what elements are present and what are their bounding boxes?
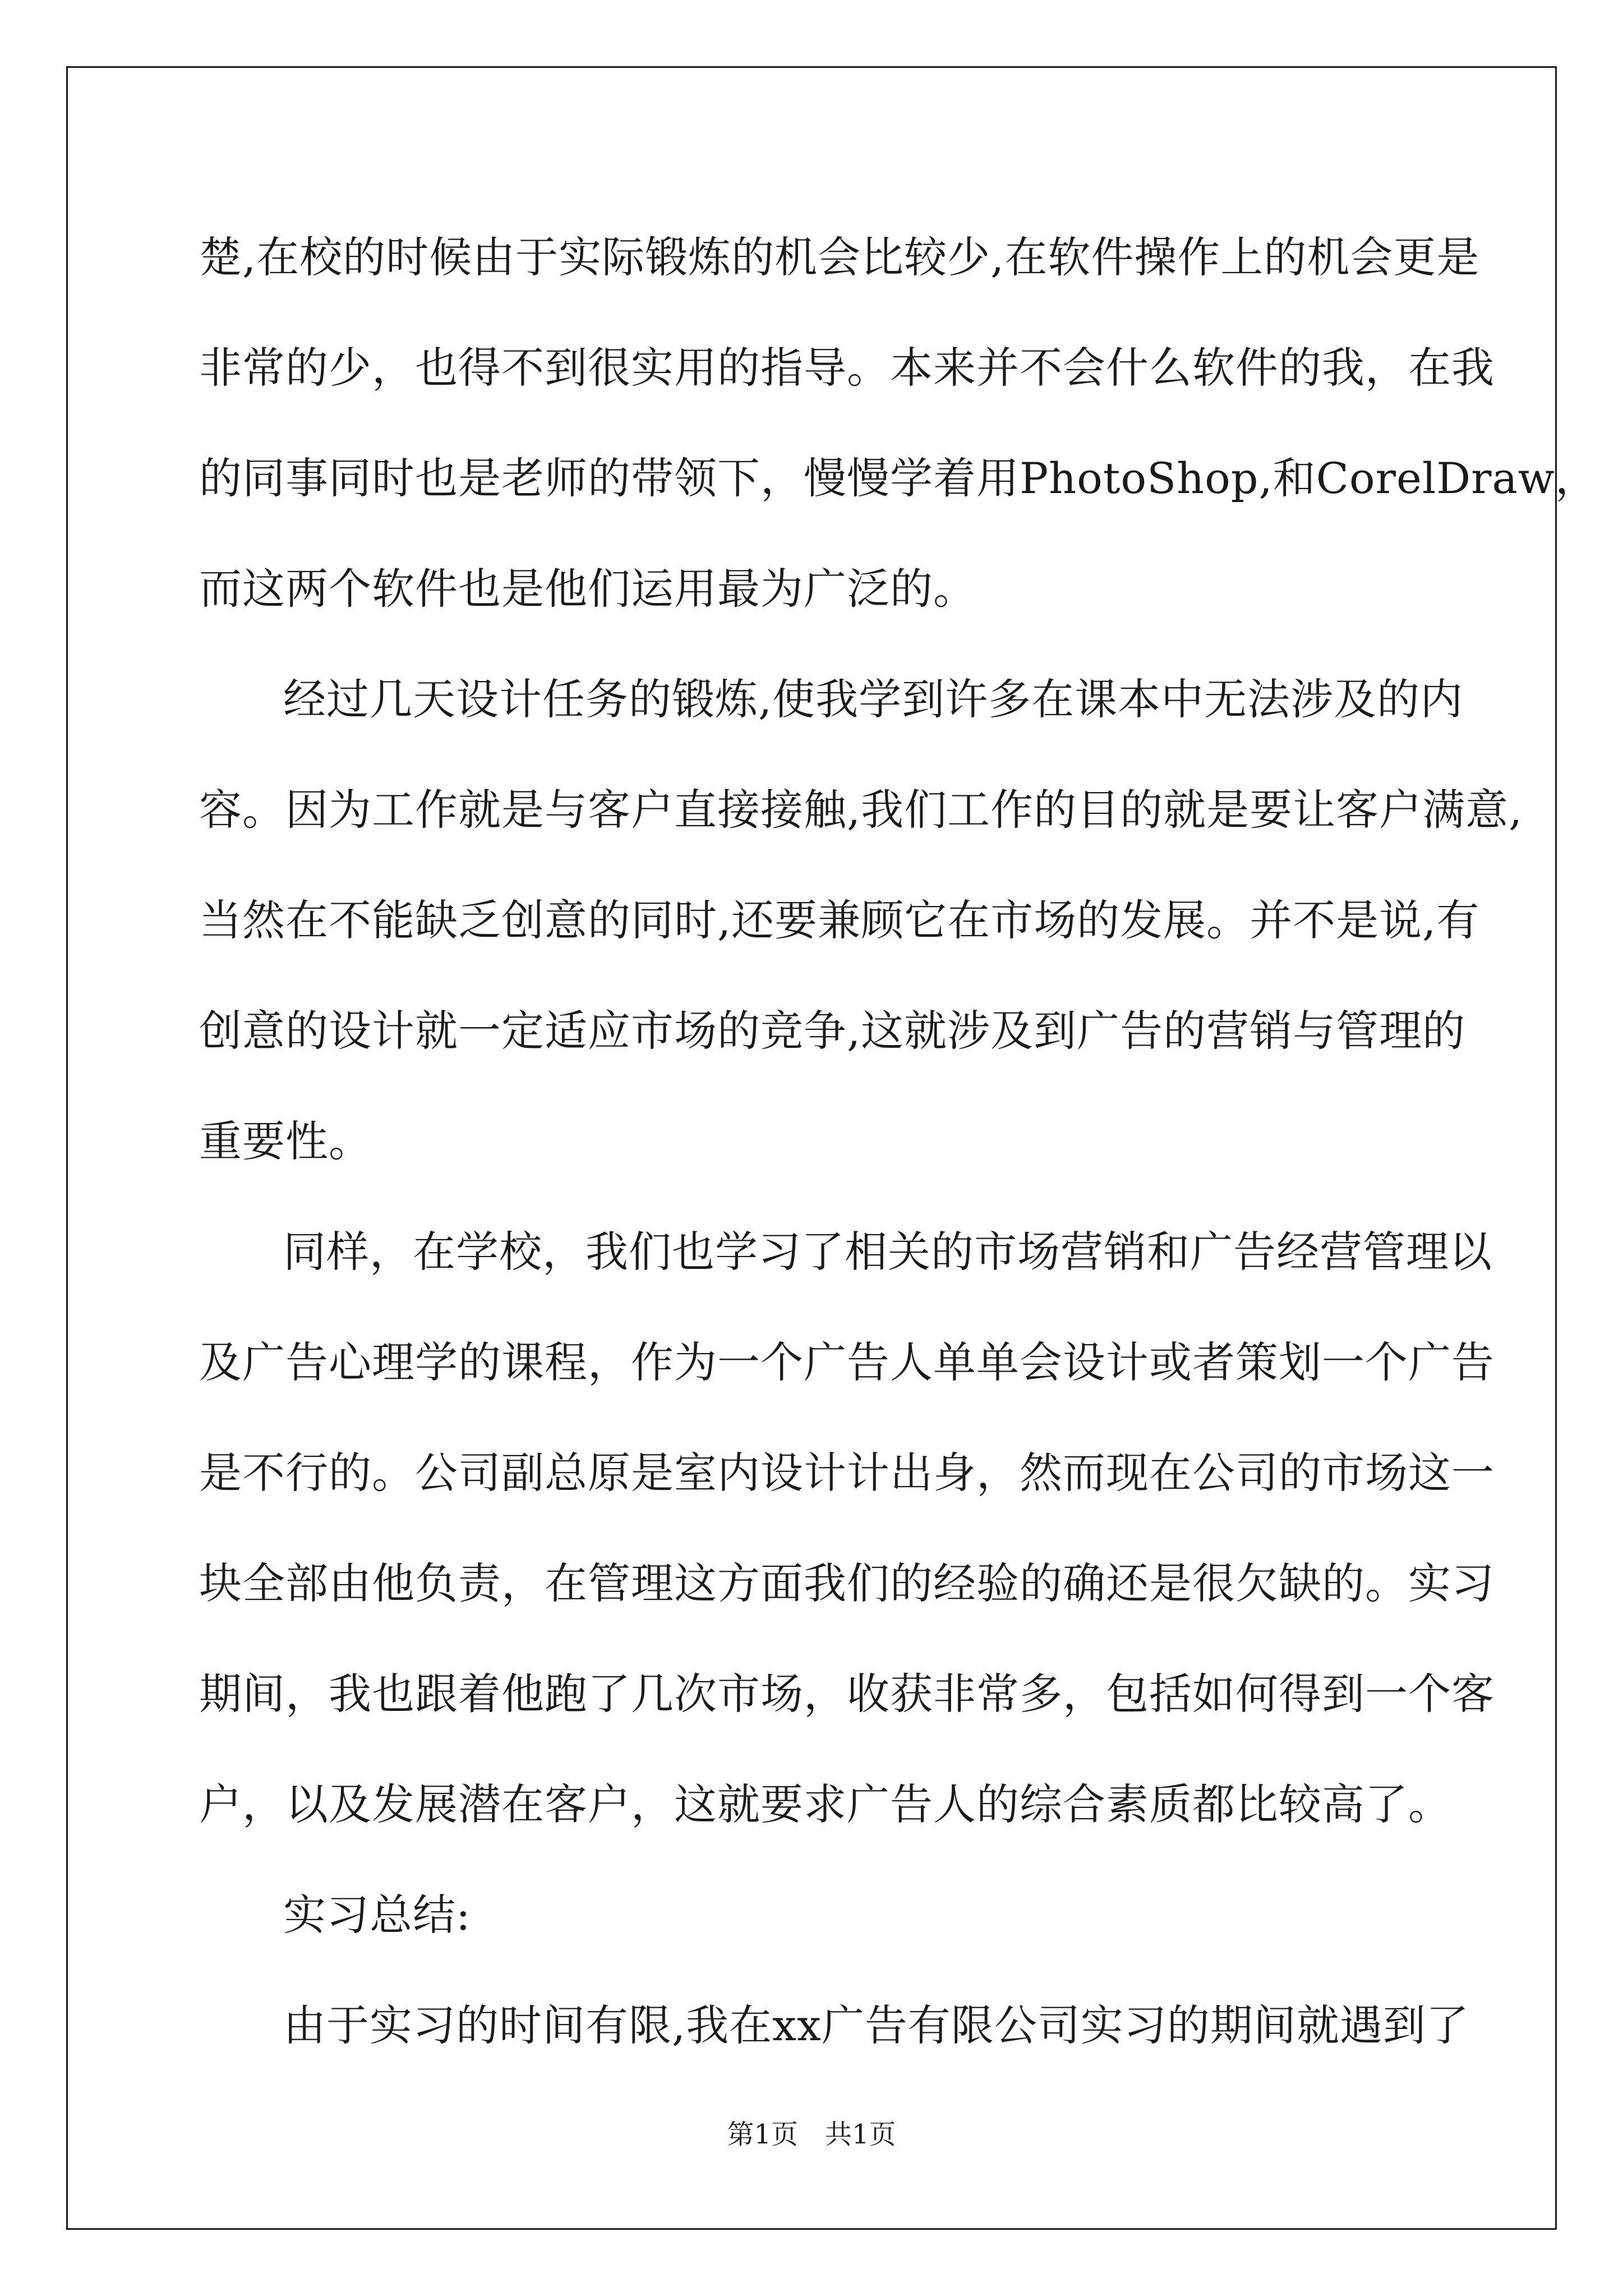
paragraph-2: [199, 644, 1523, 1197]
text-line: 户，以及发展潜在客户，这就要求广告人的综合素质都比较高了。: [199, 1779, 1451, 1829]
text-line: 是不行的。公司副总原是室内设计计出身，然而现在公司的市场这一: [199, 1448, 1495, 1498]
paragraph-5: [199, 1970, 1469, 2081]
text-line: 容。因为工作就是与客户直接接触,我们工作的目的就是要让客户满意,: [199, 785, 1523, 835]
page-number-footer: 第1页 共1页: [727, 2119, 896, 2150]
text-line: 块全部由他负责，在管理这方面我们的经验的确还是很欠缺的。实习: [199, 1558, 1495, 1608]
text-line: 由于实习的时间有限,我在xx广告有限公司实习的期间就遇到了: [283, 2000, 1469, 2050]
paragraph-1: [199, 202, 1598, 644]
section-heading: [199, 1860, 1438, 1970]
text-line: 非常的少，也得不到很实用的指导。本来并不会什么软件的我，在我: [199, 343, 1495, 393]
document-body: [199, 202, 1598, 2081]
text-line: 楚,在校的时候由于实际锻炼的机会比较少,在软件操作上的机会更是: [199, 232, 1480, 282]
text-line: 经过几天设计任务的锻炼,使我学到许多在课本中无法涉及的内: [283, 674, 1464, 724]
text-line: 实习总结:: [283, 1890, 471, 1940]
text-line: 及广告心理学的课程，作为一个广告人单单会设计或者策划一个广告: [199, 1337, 1495, 1387]
text-line: 期间，我也跟着他跑了几次市场，收获非常多，包括如何得到一个客: [199, 1669, 1495, 1719]
text-line: 重要性。: [199, 1116, 372, 1166]
text-line: 同样，在学校，我们也学习了相关的市场营销和广告经营管理以: [283, 1227, 1492, 1277]
text-line: 创意的设计就一定适应市场的竞争,这就涉及到广告的营销与管理的: [199, 1006, 1466, 1056]
text-line: 而这两个软件也是他们运用最为广泛的。: [199, 564, 976, 614]
text-line: 当然在不能缺乏创意的同时,还要兼顾它在市场的发展。并不是说,有: [199, 895, 1480, 945]
paragraph-3: [199, 1197, 1495, 1860]
text-line: 的同事同时也是老师的带领下，慢慢学着用PhotoShop,和CorelDraw，: [199, 453, 1598, 503]
